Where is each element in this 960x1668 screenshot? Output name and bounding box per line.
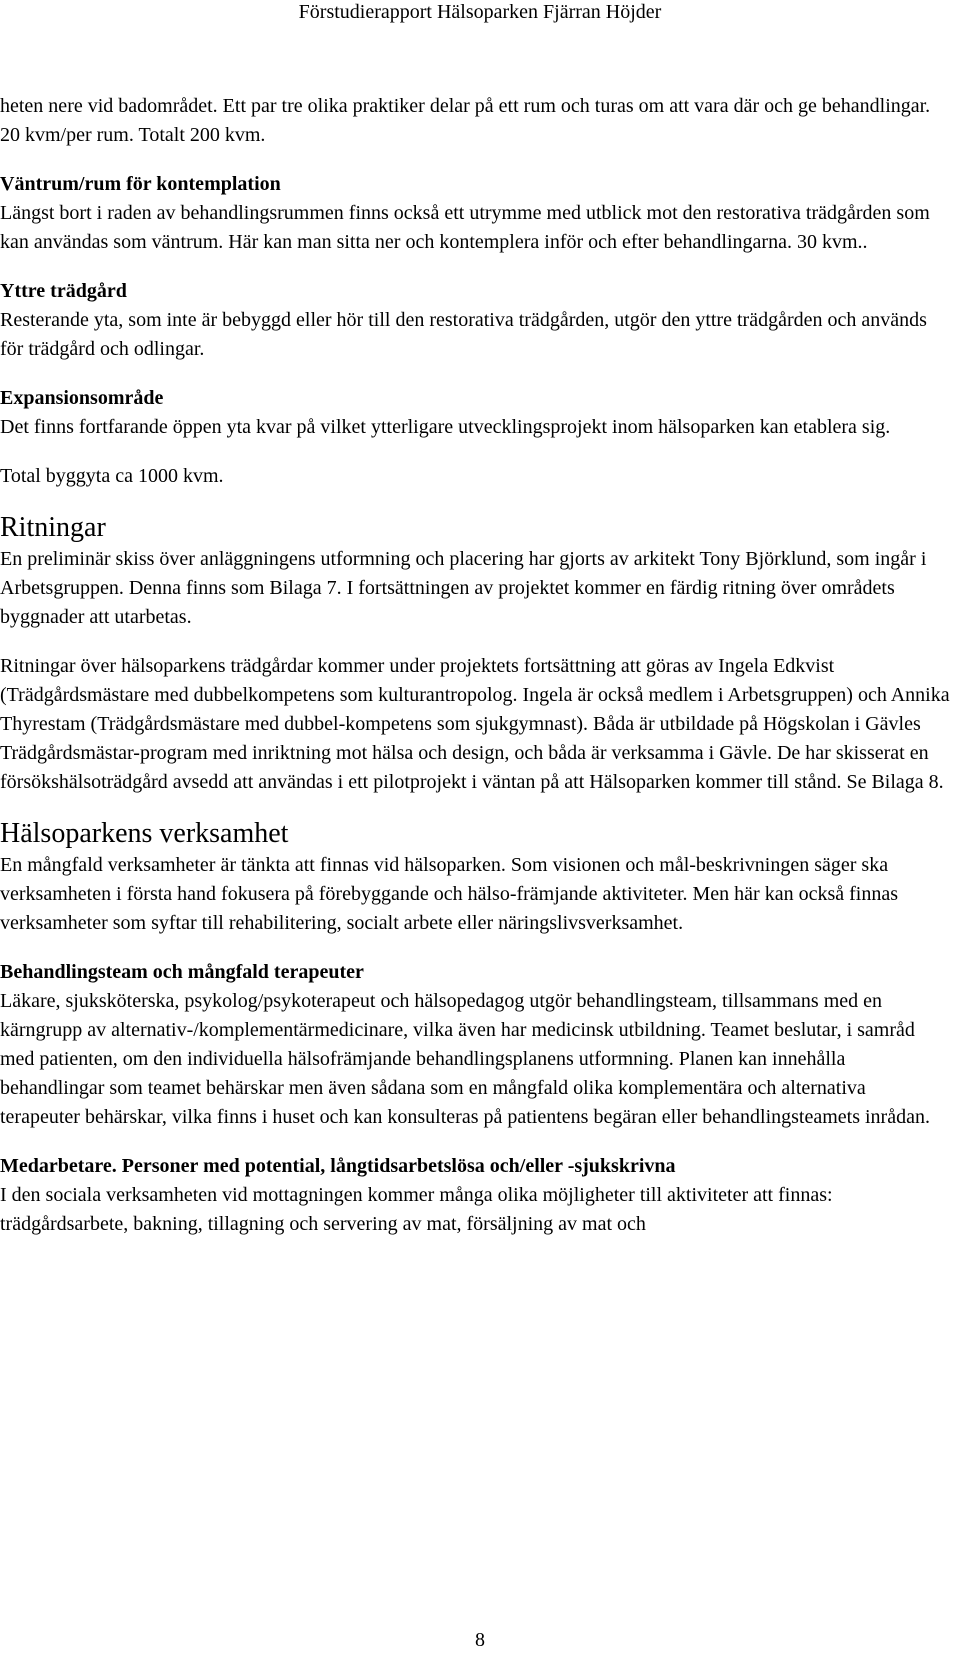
page-number: 8 [475,1629,485,1651]
paragraph-total-byggyta: Total byggyta ca 1000 kvm. [0,465,224,487]
paragraph-behandlingsteam: Läkare, sjuksköterska, psykolog/psykoterapeut och hälsopedagog utgör behandlingsteam, tillsammans med en kärngrupp av alternativ-/komplementärmedicinare, vilka även har medicinsk utbildning. Teamet beslutar, i samråd med patienten, om den individuella hälsofrämjande behandlingsplanens utformning. Planen kan innehålla behandlingar som teamet behärskar men även sådana som en mångfald olika komplementära och alternativa terapeuter behärskar, vilka finns i huset och kan konsulteras på patientens begäran eller behandlingsteamets inrådan. [0,990,930,1128]
paragraph-medarbetare: I den sociala verksamheten vid mottagningen kommer många olika möjligheter till aktiviteter att finnas: trädgårdsarbete, bakning, tillagning och servering av mat, försäljning av mat och [0,1184,833,1235]
heading-ritningar: Ritningar [0,512,106,543]
heading-halsoparkens-verksamhet: Hälsoparkens verksamhet [0,818,289,849]
paragraph-yttre-tradgard: Resterande yta, som inte är bebyggd eller hör till den restorativa trädgården, utgör den yttre trädgården och används för trädgård och odlingar. [0,309,927,360]
paragraph-ritningar-1: En preliminär skiss över anläggningens utformning och placering har gjorts av arkitekt Tony Björklund, som ingår i Arbetsgruppen. Denna finns som Bilaga 7. I fortsättningen av projektet kommer en färdig ritning över områdets byggnader att utarbetas. [0,548,927,628]
heading-medarbetare: Medarbetare. Personer med potential, långtidsarbetslösa och/eller -sjukskrivna [0,1155,676,1177]
heading-behandlingsteam: Behandlingsteam och mångfald terapeuter [0,961,364,983]
heading-vantrum: Väntrum/rum för kontemplation [0,173,281,195]
paragraph-vantrum: Längst bort i raden av behandlingsrummen finns också ett utrymme med utblick mot den restorativa trädgården som kan användas som väntrum. Här kan man sitta ner och kontemplera inför och efter behandlingarna. 30 kvm.. [0,202,930,253]
heading-expansionsomrade: Expansionsområde [0,387,164,409]
heading-yttre-tradgard: Yttre trädgård [0,280,127,302]
paragraph-verksamhet: En mångfald verksamheter är tänkta att finnas vid hälsoparken. Som visionen och mål-beskrivningen säger ska verksamheten i första hand fokusera på förebyggande och hälso-främjande aktiviteter. Men här kan också finnas verksamheter som syftar till rehabilitering, socialt arbete eller näringslivsverksamhet. [0,854,898,934]
document-body [0,92,950,1239]
paragraph-expansionsomrade: Det finns fortfarande öppen yta kvar på vilket ytterligare utvecklingsprojekt inom hälsoparken kan etablera sig. [0,416,891,438]
paragraph-ritningar-2: Ritningar över hälsoparkens trädgårdar kommer under projektets fortsättning att göras av Ingela Edkvist (Trädgårdsmästare med dubbelkompetens som kulturantropolog. Ingela är också medlem i Arbetsgruppen) och Annika Thyrestam (Trädgårdsmästare med dubbel-kompetens som sjukgymnast). Båda är utbildade på Högskolan i Gävles Trädgårdsmästar-program med inriktning mot hälsa och design, och båda är verksamma i Gävle. De har skisserat en försökshälsoträdgård avsedd att användas i ett pilotprojekt i väntan på att Hälsoparken kommer till stånd. Se Bilaga 8. [0,655,950,793]
paragraph-intro: heten nere vid badområdet. Ett par tre olika praktiker delar på ett rum och turas om att vara där och ge behandlingar. 20 kvm/per rum. Totalt 200 kvm. [0,95,931,146]
page-header: Förstudierapport Hälsoparken Fjärran Höjder [298,1,662,23]
